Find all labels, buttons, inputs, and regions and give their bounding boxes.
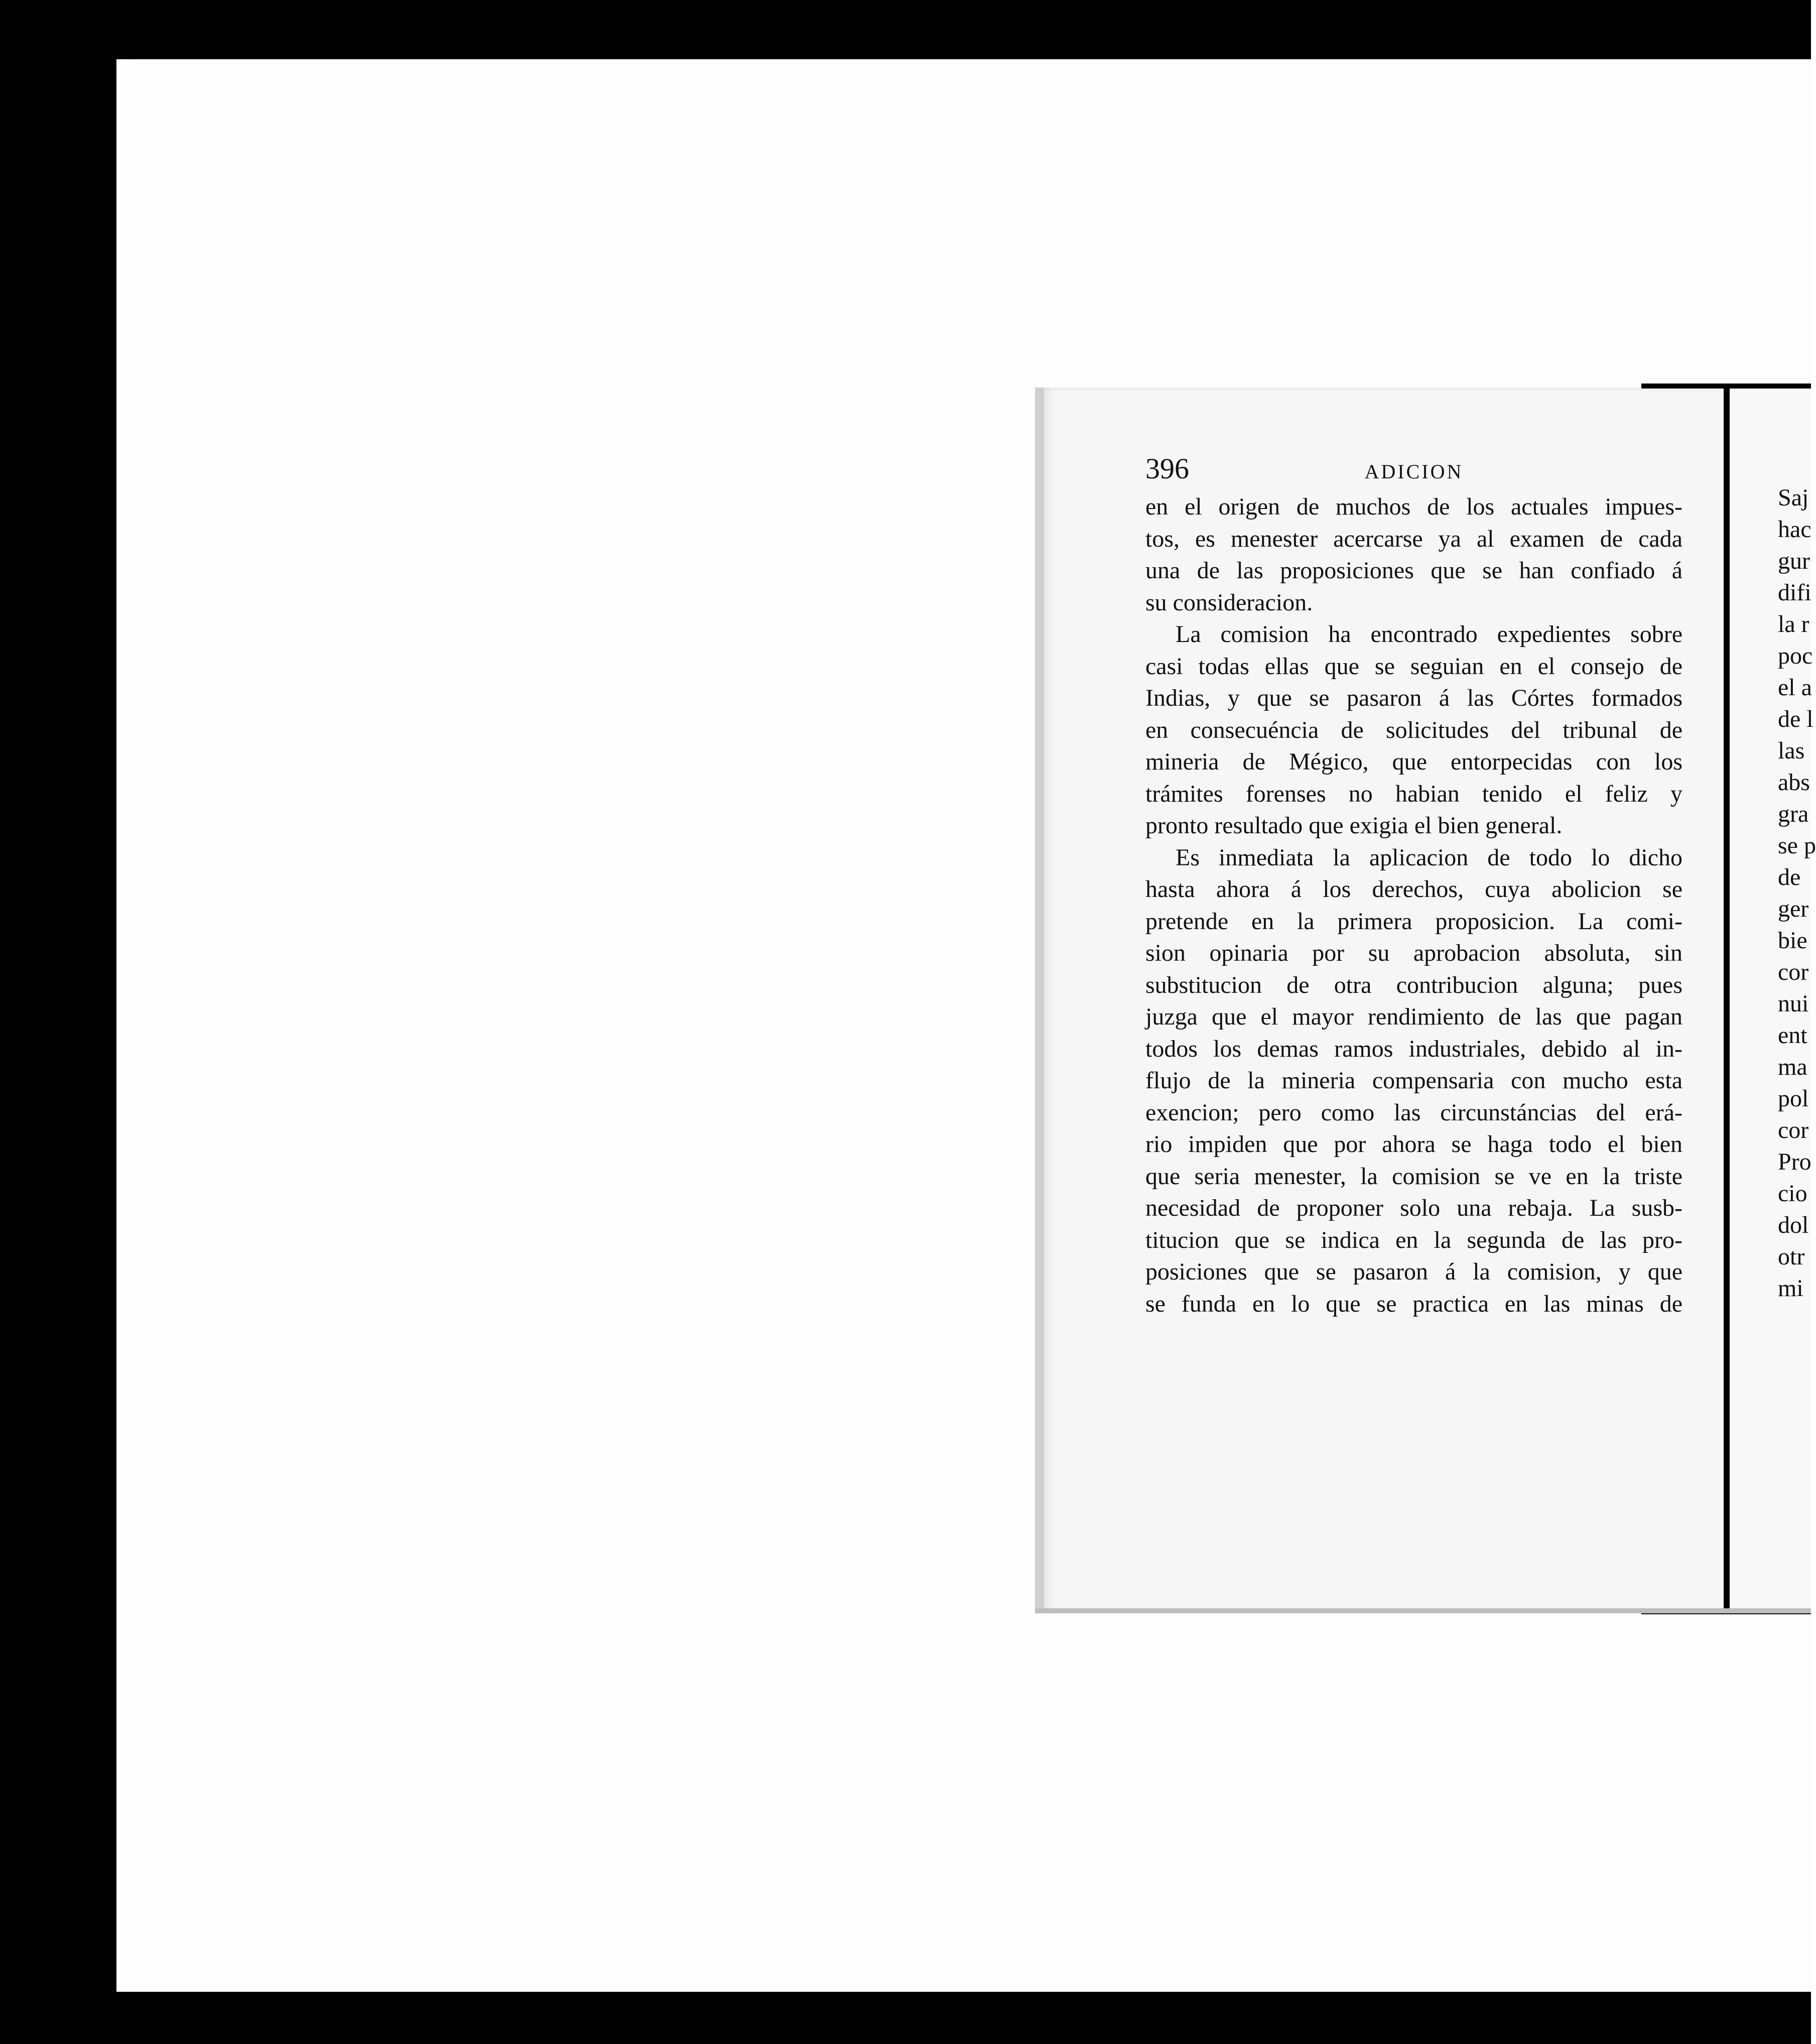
facing-text-line: de l: [1778, 706, 1813, 732]
facing-text-line: las: [1778, 737, 1805, 764]
page-bottom-edge: [1035, 1608, 1811, 1613]
facing-text-line: Pro: [1778, 1148, 1811, 1175]
text-line: pronto resultado que exigia el bien general.: [1145, 812, 1563, 839]
book-gutter: [1724, 388, 1730, 1612]
text-line: casi todas ellas que se seguian en el consejo de: [1145, 653, 1682, 680]
facing-text-line: ger: [1778, 896, 1809, 922]
scan-border-bottom: [0, 1992, 1811, 2044]
text-line: flujo de la mineria compensaria con mucho esta: [1145, 1067, 1682, 1094]
facing-text-line: el a: [1778, 674, 1812, 701]
facing-text-line: Saj: [1778, 484, 1809, 511]
text-line: rio impiden que por ahora se haga todo el bien: [1145, 1131, 1682, 1158]
text-line: su consideracion.: [1145, 589, 1313, 616]
text-line: pretende en la primera proposicion. La comi-: [1145, 908, 1682, 935]
facing-text-line: de: [1778, 864, 1801, 890]
text-line: en consecuéncia de solicitudes del tribunal de: [1145, 716, 1682, 743]
facing-text-line: dol: [1778, 1212, 1809, 1238]
text-line: Indias, y que se pasaron á las Córtes formados: [1145, 685, 1682, 711]
text-line: hasta ahora á los derechos, cuya abolicion se: [1145, 876, 1682, 903]
facing-text-line: difi: [1778, 579, 1811, 606]
running-head: [1145, 452, 1682, 492]
text-line: una de las proposiciones que se han confiado á: [1145, 557, 1682, 584]
facing-text-line: gur: [1778, 548, 1810, 574]
facing-text-line: cio: [1778, 1180, 1807, 1207]
facing-page-text: [1778, 482, 1816, 1304]
text-line: exencion; pero como las circunstáncias del erá-: [1145, 1099, 1682, 1126]
running-head-title: ADICION: [1364, 460, 1464, 483]
facing-text-line: la r: [1778, 611, 1809, 637]
text-line: Es inmediata la aplicacion de todo lo dicho: [1176, 844, 1682, 871]
facing-text-line: mi: [1778, 1275, 1803, 1302]
text-line: trámites forenses no habian tenido el feliz y: [1145, 780, 1682, 807]
facing-text-line: nui: [1778, 990, 1809, 1017]
facing-page-top-edge: [1641, 384, 1811, 389]
facing-text-line: pol: [1778, 1085, 1809, 1112]
text-line: La comision ha encontrado expedientes sobre: [1176, 621, 1682, 648]
scan-border-left: [0, 0, 116, 2044]
text-line: se funda en lo que se practica en las minas de: [1145, 1290, 1682, 1317]
text-line: que seria menester, la comision se ve en la triste: [1145, 1163, 1682, 1190]
facing-text-line: ent: [1778, 1022, 1807, 1049]
text-line: necesidad de proponer solo una rebaja. La susb-: [1145, 1195, 1682, 1221]
facing-text-line: se p: [1778, 832, 1816, 859]
facing-text-line: poc: [1778, 643, 1813, 669]
text-line: tos, es menester acercarse ya al examen de cada: [1145, 525, 1682, 552]
text-line: sion opinaria por su aprobacion absoluta, sin: [1145, 940, 1682, 966]
facing-text-line: ma: [1778, 1054, 1807, 1080]
text-line: todos los demas ramos industriales, debido al in-: [1145, 1035, 1682, 1062]
facing-text-line: bie: [1778, 927, 1807, 954]
facing-text-line: otr: [1778, 1243, 1805, 1270]
page-number: 396: [1145, 452, 1189, 485]
text-line: en el origen de muchos de los actuales impues-: [1145, 493, 1682, 520]
text-line: posiciones que se pasaron á la comision, y que: [1145, 1258, 1682, 1285]
facing-text-line: cor: [1778, 959, 1809, 985]
text-line: substitucion de otra contribucion alguna; pues: [1145, 971, 1682, 998]
scan-border-top: [0, 0, 1811, 59]
body-text: [1145, 491, 1682, 1320]
facing-text-line: cor: [1778, 1117, 1809, 1143]
facing-text-line: hac: [1778, 516, 1811, 543]
text-line: juzga que el mayor rendimiento de las que pagan: [1145, 1003, 1682, 1030]
facing-text-line: gra: [1778, 801, 1809, 827]
text-line: mineria de Mégico, que entorpecidas con los: [1145, 748, 1682, 775]
text-line: titucion que se indica en la segunda de las pro-: [1145, 1226, 1682, 1253]
facing-text-line: abs: [1778, 769, 1810, 796]
